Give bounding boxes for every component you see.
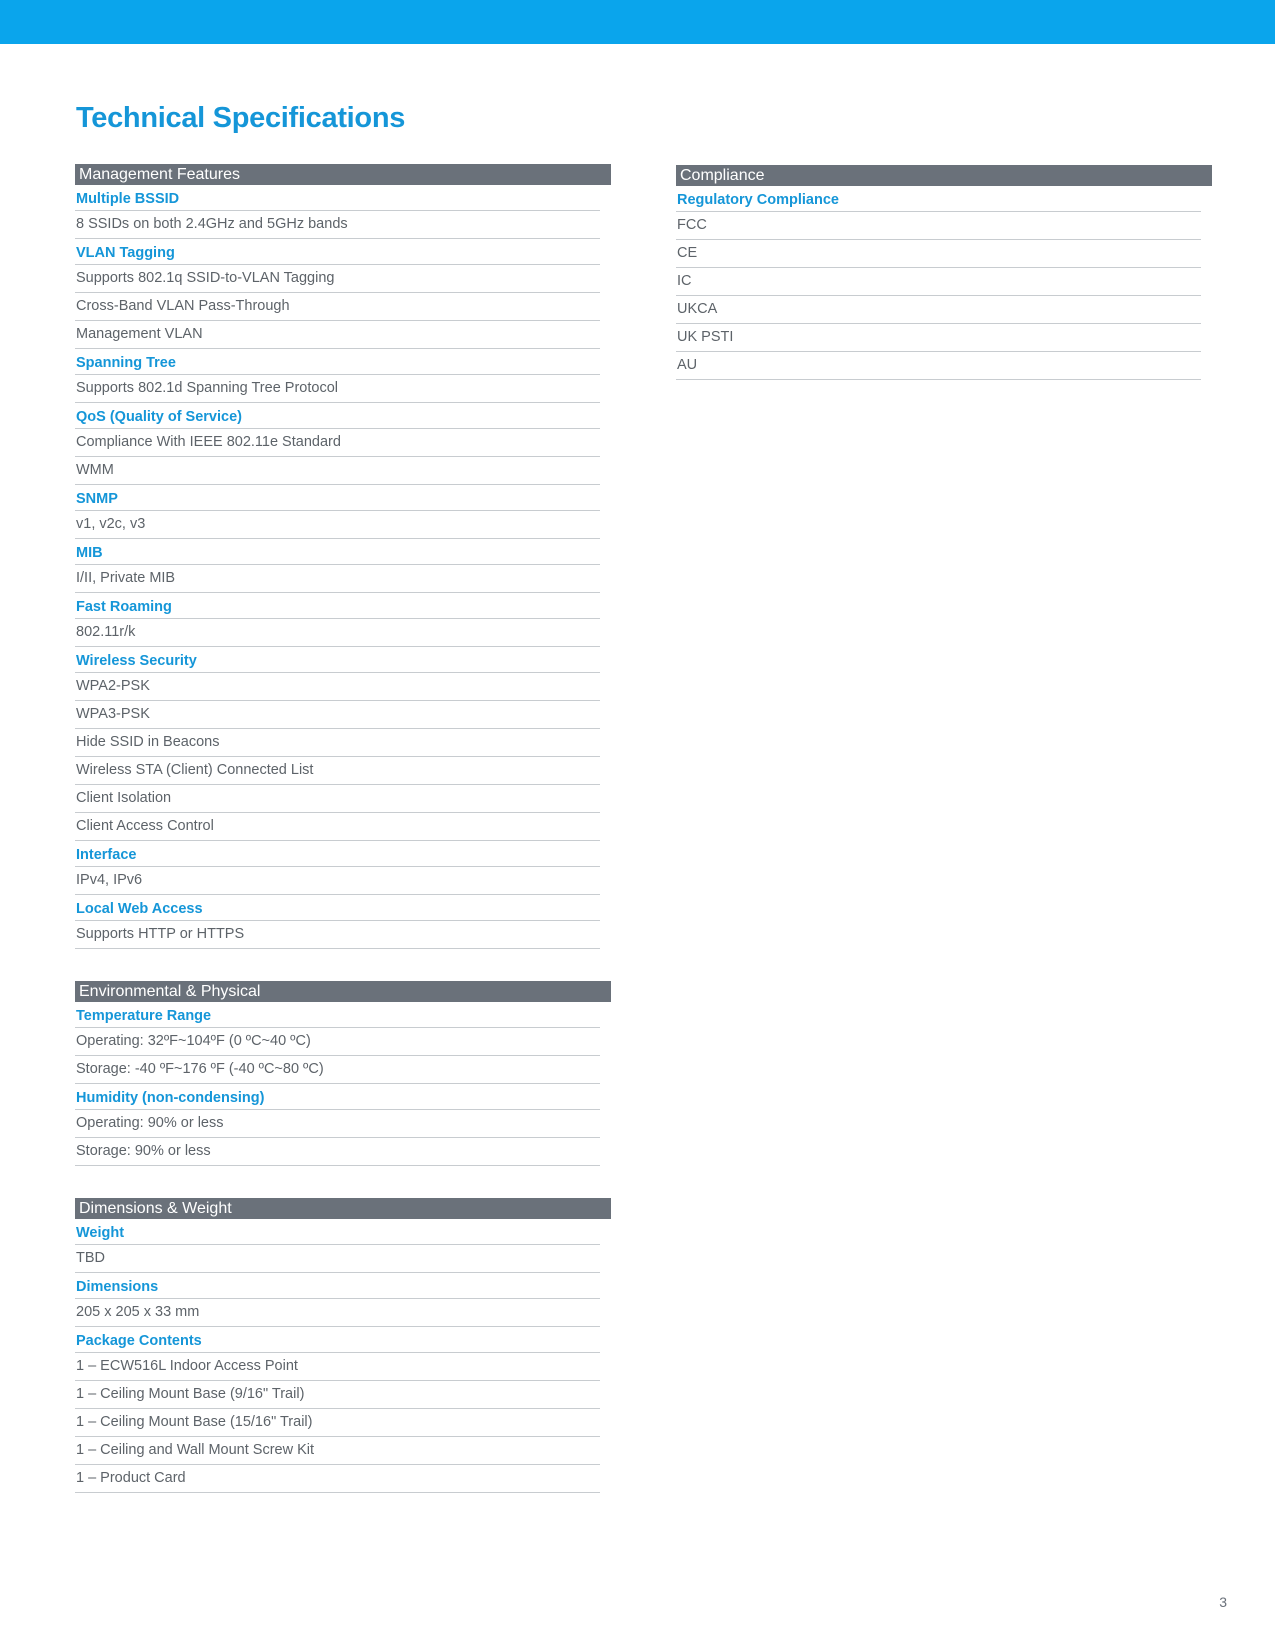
spec-item: Storage: 90% or less xyxy=(75,1138,600,1166)
spec-group-title: Fast Roaming xyxy=(75,593,600,619)
spec-item: Client Isolation xyxy=(75,785,600,813)
spec-group-title: QoS (Quality of Service) xyxy=(75,403,600,429)
spec-item: Operating: 90% or less xyxy=(75,1110,600,1138)
section-compliance xyxy=(676,165,1212,380)
page-title: Technical Specifications xyxy=(76,102,406,134)
spec-item: UK PSTI xyxy=(676,324,1201,352)
spec-group-title: SNMP xyxy=(75,485,600,511)
spec-item: TBD xyxy=(75,1245,600,1273)
spec-item: 802.11r/k xyxy=(75,619,600,647)
spec-item: Supports 802.1d Spanning Tree Protocol xyxy=(75,375,600,403)
spec-item: Supports 802.1q SSID-to-VLAN Tagging xyxy=(75,265,600,293)
spec-item: Operating: 32ºF~104ºF (0 ºC~40 ºC) xyxy=(75,1028,600,1056)
spec-item: 205 x 205 x 33 mm xyxy=(75,1299,600,1327)
spec-group-title: Temperature Range xyxy=(75,1002,600,1028)
spec-item: 1 – ECW516L Indoor Access Point xyxy=(75,1353,600,1381)
spec-group-title: Multiple BSSID xyxy=(75,185,600,211)
spec-item: v1, v2c, v3 xyxy=(75,511,600,539)
spec-group-title: Local Web Access xyxy=(75,895,600,921)
spec-item: 1 – Product Card xyxy=(75,1465,600,1493)
top-accent-bar xyxy=(0,0,1275,44)
page-number: 3 xyxy=(1219,1594,1227,1610)
section-environmental-physical xyxy=(75,981,611,1166)
spec-item: 1 – Ceiling and Wall Mount Screw Kit xyxy=(75,1437,600,1465)
spec-group-title: Humidity (non-condensing) xyxy=(75,1084,600,1110)
spec-group-title: Dimensions xyxy=(75,1273,600,1299)
spec-item: Management VLAN xyxy=(75,321,600,349)
spec-item: AU xyxy=(676,352,1201,380)
right-column xyxy=(676,165,1212,380)
spec-group-title: Weight xyxy=(75,1219,600,1245)
spec-item: Client Access Control xyxy=(75,813,600,841)
left-column xyxy=(75,164,611,1493)
spec-item: WPA2-PSK xyxy=(75,673,600,701)
spec-item: 1 – Ceiling Mount Base (15/16" Trail) xyxy=(75,1409,600,1437)
spec-item: UKCA xyxy=(676,296,1201,324)
spec-group-title: Spanning Tree xyxy=(75,349,600,375)
spec-group-title: Regulatory Compliance xyxy=(676,186,1201,212)
section-header: Dimensions & Weight xyxy=(75,1198,611,1219)
spec-group-title: VLAN Tagging xyxy=(75,239,600,265)
spec-item: 1 – Ceiling Mount Base (9/16" Trail) xyxy=(75,1381,600,1409)
spec-item: 8 SSIDs on both 2.4GHz and 5GHz bands xyxy=(75,211,600,239)
spec-item: Wireless STA (Client) Connected List xyxy=(75,757,600,785)
spec-group-title: Wireless Security xyxy=(75,647,600,673)
spec-item: Compliance With IEEE 802.11e Standard xyxy=(75,429,600,457)
section-header: Compliance xyxy=(676,165,1212,186)
spec-item: FCC xyxy=(676,212,1201,240)
spec-item: Hide SSID in Beacons xyxy=(75,729,600,757)
spec-item: IPv4, IPv6 xyxy=(75,867,600,895)
section-header: Management Features xyxy=(75,164,611,185)
spec-item: WPA3-PSK xyxy=(75,701,600,729)
spec-item: Cross-Band VLAN Pass-Through xyxy=(75,293,600,321)
spec-item: Supports HTTP or HTTPS xyxy=(75,921,600,949)
spec-group-title: MIB xyxy=(75,539,600,565)
spec-item: WMM xyxy=(75,457,600,485)
spec-item: Storage: -40 ºF~176 ºF (-40 ºC~80 ºC) xyxy=(75,1056,600,1084)
section-header: Environmental & Physical xyxy=(75,981,611,1002)
spec-item: IC xyxy=(676,268,1201,296)
spec-item: I/II, Private MIB xyxy=(75,565,600,593)
spec-group-title: Package Contents xyxy=(75,1327,600,1353)
spec-item: CE xyxy=(676,240,1201,268)
spec-group-title: Interface xyxy=(75,841,600,867)
section-management-features xyxy=(75,164,611,949)
section-dimensions-weight xyxy=(75,1198,611,1493)
